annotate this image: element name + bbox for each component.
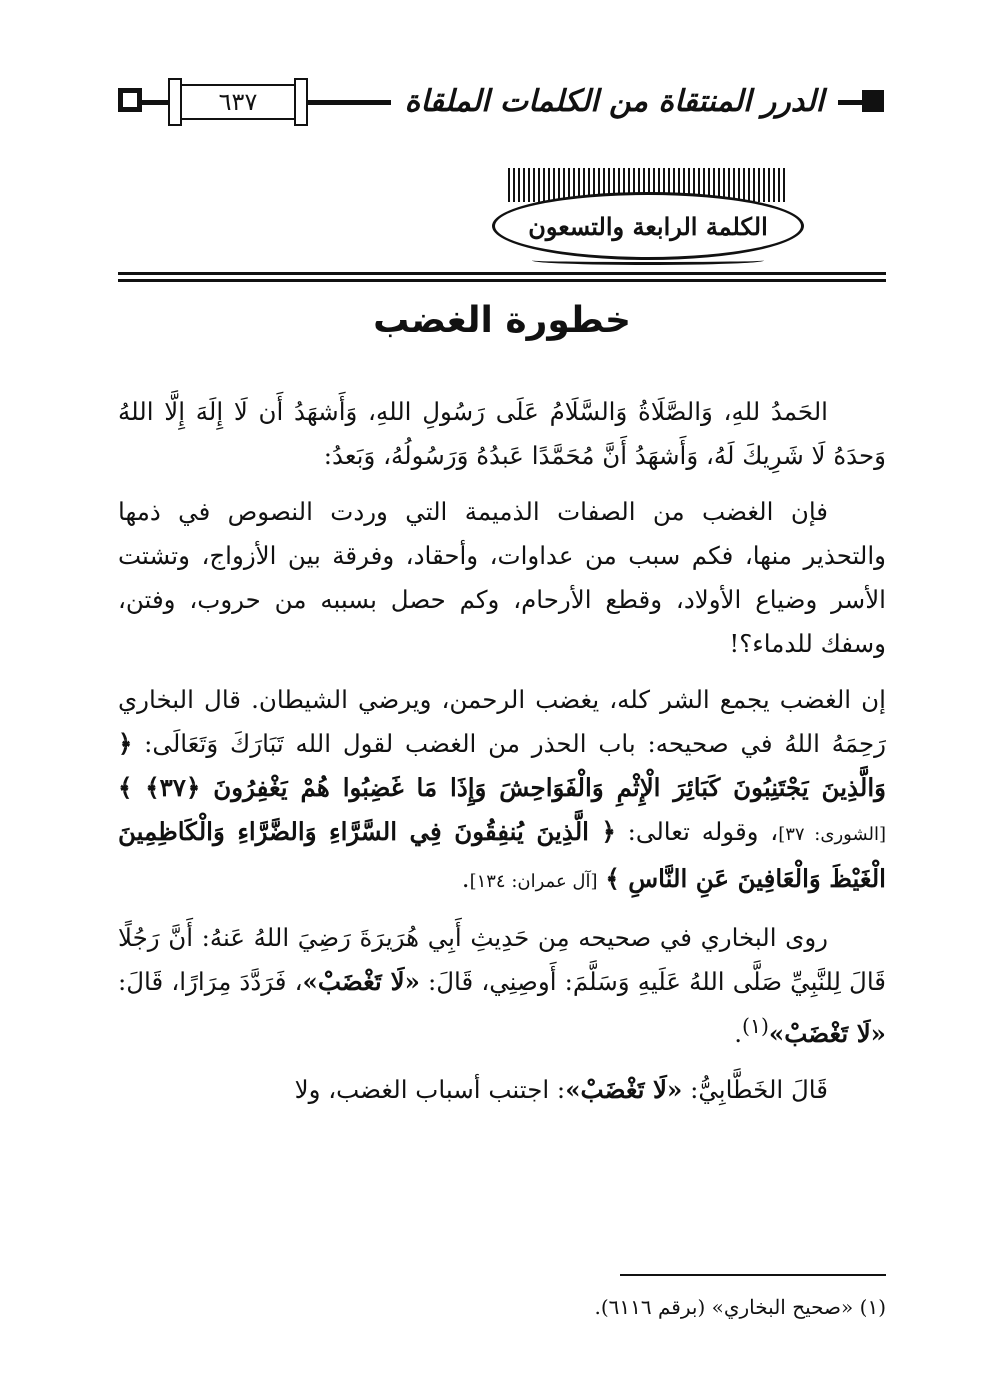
page-number	[180, 84, 296, 120]
title-divider	[118, 272, 886, 282]
verse-reference: [الشورى: ٣٧]	[778, 824, 887, 845]
paragraph-text: إن الغضب يجمع الشر كله، يغضب الرحمن، ويرضي الشيطان. قال البخاري رَحِمَهُ اللهُ في صحيحه: باب الحذر من الغضب لقول الله تَبَارَكَ وَتَعَالَى:	[118, 685, 886, 758]
paragraph-text: ، فَرَدَّدَ مِرَارًا، قَالَ:	[118, 967, 303, 996]
paragraph-intro: فإن الغضب من الصفات الذميمة التي وردت النصوص في ذمها والتحذير منها، فكم سبب من عداوات، وأحقاد، وفرقة بين الأزواج، وتشتت الأسر وضياع الأولاد، وقطع الأرحام، وكم حصل بسببه من حروب، وفتن، وسفك للدماء؟!	[118, 497, 886, 658]
paragraph-hadith: روى البخاري في صحيحه مِن حَدِيثِ أَبِي هُرَيرَةَ رَضِيَ اللهُ عَنهُ: أَنَّ رَجُلًا قَالَ لِلنَّبِيِّ صَلَّى اللهُ عَلَيهِ وَسَلَّمَ: أَوصِنِي، قَالَ: «لَا تَغْضَبْ»، فَرَدَّدَ مِرَارًا، قَالَ: «لَا تَغْضَبْ»$^{(١)}$.	[118, 923, 887, 1049]
page-number-text: ٦٣٧	[218, 88, 258, 116]
footnote-marker: (١)	[742, 1014, 769, 1038]
header-ornament-square-filled	[862, 90, 884, 112]
hadith-quote: «لَا تَغْضَبْ»	[565, 1075, 683, 1105]
hadith-quote: «لَا تَغْضَبْ»	[302, 967, 420, 996]
paragraph-text: ، وقوله تعالى:	[627, 817, 779, 846]
page-title: خطورة الغضب	[373, 300, 631, 341]
running-header	[108, 78, 894, 128]
chapter-badge	[492, 168, 804, 272]
badge-base-ornament	[532, 256, 764, 265]
verse-reference: [آل عمران: ١٣٤]	[469, 871, 598, 892]
quran-verse: ﴿ وَالَّذِينَ يَجْتَنِبُونَ كَبَائِرَ الْإِثْمِ وَالْفَوَاحِشَ وَإِذَا مَا غَضِبُوا هُمْ يَغْفِرُونَ ﴿٣٧﴾ ﴾	[118, 729, 886, 802]
paragraph-bukhari-chapter: إن الغضب يجمع الشر كله، يغضب الرحمن، ويرضي الشيطان. قال البخاري رَحِمَهُ اللهُ في صحيحه: باب الحذر من الغضب لقول الله تَبَارَكَ وَتَعَالَى: ﴿ وَالَّذِينَ يَجْتَنِبُونَ كَبَائِرَ الْإِثْمِ وَالْفَوَاحِشَ وَإِذَا مَا غَضِبُوا هُمْ يَغْفِرُونَ ﴿٣٧﴾ ﴾ [الشورى: ٣٧]، وقوله تعالى: ﴿ الَّذِينَ يُنفِقُونَ فِي السَّرَّاءِ وَالضَّرَّاءِ وَالْكَاظِمِينَ الْغَيْظَ وَالْعَافِينَ عَنِ النَّاسِ ﴾ [آل عمران: ١٣٤].	[118, 685, 887, 893]
paragraph-text: : اجتنب أسباب الغضب، ولا	[294, 1075, 566, 1105]
quran-verse: ﴿ الَّذِينَ يُنفِقُونَ فِي السَّرَّاءِ وَالضَّرَّاءِ وَالْكَاظِمِينَ الْغَيْظَ وَالْعَافِينَ عَنِ النَّاسِ ﴾	[118, 817, 886, 893]
paragraph-text: روى البخاري في صحيحه مِن حَدِيثِ أَبِي هُرَيرَةَ رَضِيَ اللهُ عَنهُ: أَنَّ رَجُلًا قَالَ لِلنَّبِيِّ صَلَّى اللهُ عَلَيهِ وَسَلَّمَ: أَوصِنِي، قَالَ:	[118, 923, 887, 996]
paragraph-text: قَالَ الخَطَّابِيُّ:	[690, 1075, 828, 1105]
body-text	[118, 390, 886, 1124]
chapter-label: الكلمة الرابعة والتسعون	[492, 192, 804, 260]
footnote: (١) «صحيح البخاري» (برقم ٦١١٦).	[594, 1295, 886, 1319]
hadith-quote: «لَا تَغْضَبْ»	[768, 1019, 886, 1049]
paragraph-khattabi	[118, 1068, 886, 1112]
book-title: الدرر المنتقاة من الكلمات الملقاة	[391, 78, 838, 126]
paragraph-opening: الحَمدُ للهِ، وَالصَّلَاةُ وَالسَّلَامُ عَلَى رَسُولِ اللهِ، وَأَشهَدُ أَن لَا إِلَهَ إِلَّا اللهُ وَحدَهُ لَا شَرِيكَ لَهُ، وَأَشهَدُ أَنَّ مُحَمَّدًا عَبدُهُ وَرَسُولُهُ، وَبَعدُ:	[118, 397, 886, 470]
footnote-divider	[620, 1274, 886, 1276]
header-ornament-square-outline	[118, 88, 142, 112]
